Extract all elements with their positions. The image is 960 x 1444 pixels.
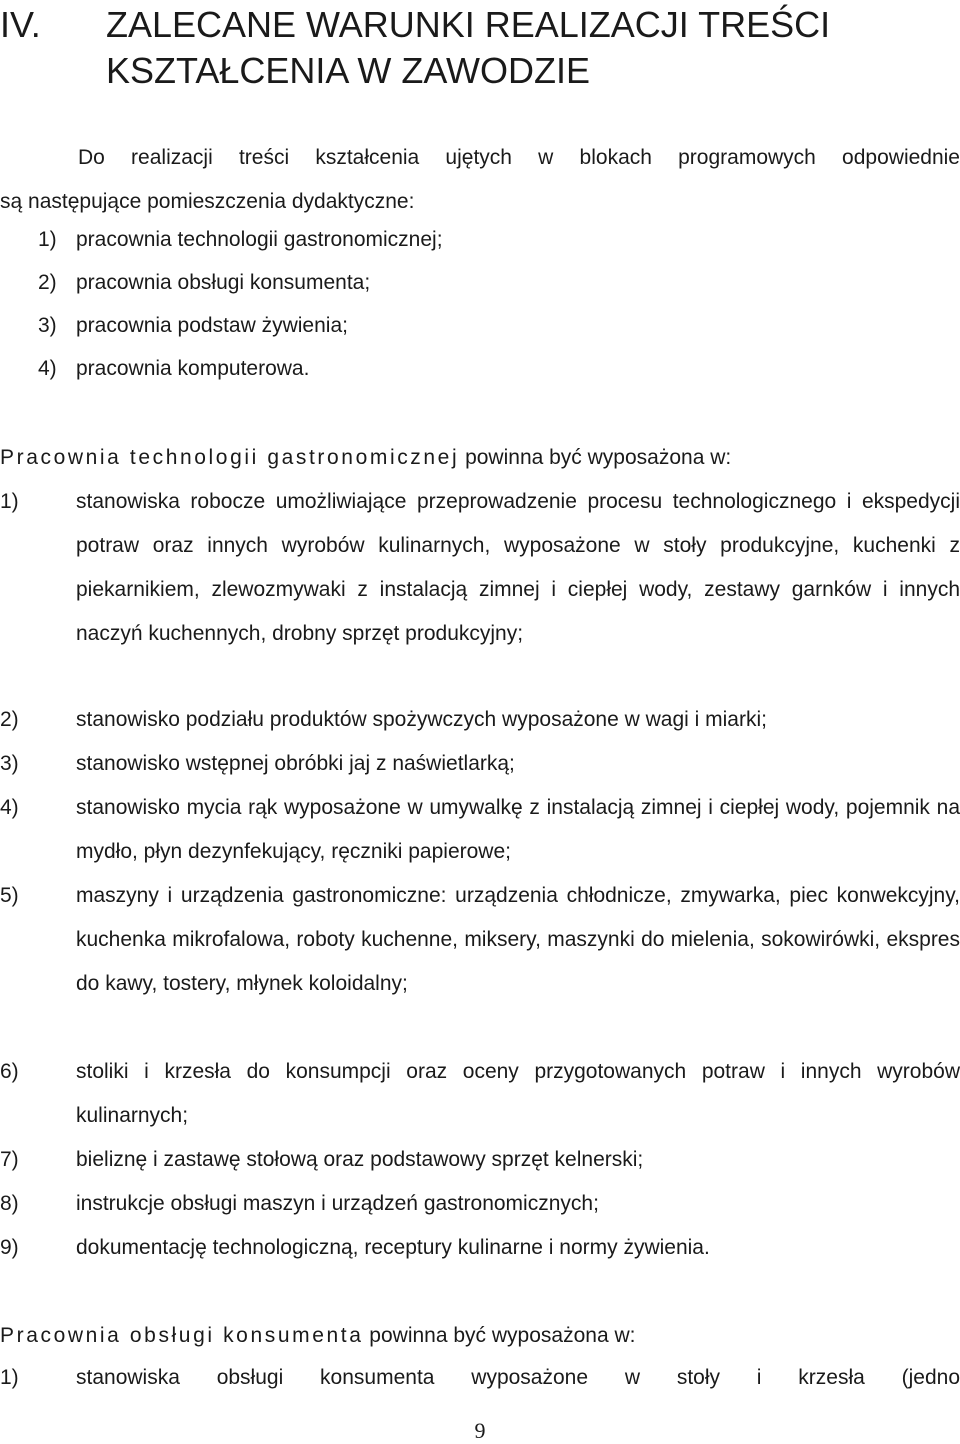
list-item-number: 3): [0, 752, 19, 775]
list-item-text: stanowiska robocze umożliwiające przeprowadzenie procesu technologicznego i ekspedycji potraw oraz innych wyrobów kulinarnych, wyposażone w stoły produkcyjne, kuchenki z piekarnikiem, zlewozmywaki z instalacją zimnej i ciepłej wody, zestawy garnków i innych naczyń kuchennych, drobny sprzęt produkcyjny;: [76, 490, 960, 645]
heading-number: IV.: [0, 4, 41, 45]
list-item-text: stanowisko mycia rąk wyposażone w umywalkę z instalacją zimnej i ciepłej wody, pojemnik na mydło, płyn dezynfekujący, ręczniki papierowe;: [76, 796, 960, 863]
list-item-number: 6): [0, 1060, 19, 1083]
list-item-text: stanowisko podziału produktów spożywczych wyposażone w wagi i miarki;: [76, 708, 767, 731]
intro-line-2: są następujące pomieszczenia dydaktyczne:: [0, 190, 415, 213]
section-lead: [0, 444, 960, 472]
list-item-text: maszyny i urządzenia gastronomiczne: urządzenia chłodnicze, zmywarka, piec konwekcyjny, kuchenka mikrofalowa, roboty kuchenne, miksery, maszynki do mielenia, sokowirówki, ekspres do kawy, tostery, młynek koloidalny;: [76, 884, 960, 995]
list-item-text: dokumentację technologiczną, receptury kulinarne i normy żywienia.: [76, 1236, 710, 1259]
list-item-number: 1): [38, 228, 57, 251]
list-item-number: 2): [0, 708, 19, 731]
list-item-number: 1): [0, 1366, 19, 1389]
list-item-text: stanowisko wstępnej obróbki jaj z naświetlarką;: [76, 752, 515, 775]
list-item-number: 5): [0, 884, 19, 907]
list-item-text: pracownia technologii gastronomicznej;: [76, 228, 443, 251]
list-item-number: 8): [0, 1192, 19, 1215]
list-item-number: 4): [38, 357, 57, 380]
list-item-text: pracownia podstaw żywienia;: [76, 314, 348, 337]
section-lead-rest: powinna być wyposażona w:: [459, 446, 732, 469]
list-item: [0, 1356, 960, 1400]
section-lead-room-name: Pracownia technologii gastronomicznej: [0, 446, 460, 469]
list-item-number: 4): [0, 796, 19, 819]
section-lead-rest: powinna być wyposażona w:: [363, 1324, 636, 1347]
list-item-text: pracownia obsługi konsumenta;: [76, 271, 371, 294]
list-item-text: bieliznę i zastawę stołową oraz podstawowy sprzęt kelnerski;: [76, 1148, 644, 1171]
list-item-number: 1): [0, 490, 19, 513]
list-item-text: stanowiska obsługi konsumenta wyposażone w stoły i krzesła (jedno: [76, 1366, 960, 1389]
intro-line-1: Do realizacji treści kształcenia ujętych w blokach programowych odpowiednie: [78, 146, 960, 169]
heading-title: ZALECANE WARUNKI REALIZACJI TREŚCI KSZTAŁCENIA W ZAWODZIE: [106, 4, 831, 91]
list-item-text: pracownia komputerowa.: [76, 357, 310, 380]
list-item-number: 2): [38, 271, 57, 294]
list-item: [0, 480, 960, 700]
list-item-text: stoliki i krzesła do konsumpcji oraz oceny przygotowanych potraw i innych wyrobów kulinarnych;: [76, 1060, 960, 1127]
list-item-number: 7): [0, 1148, 19, 1171]
list-item-number: 9): [0, 1236, 19, 1259]
page-number: 9: [474, 1418, 486, 1443]
section-lead-room-name: Pracownia obsługi konsumenta: [0, 1324, 364, 1347]
intro-paragraph: [0, 136, 960, 224]
list-item-number: 3): [38, 314, 57, 337]
list-item-text: instrukcje obsługi maszyn i urządzeń gastronomicznych;: [76, 1192, 599, 1215]
section-lead: [0, 1322, 960, 1350]
